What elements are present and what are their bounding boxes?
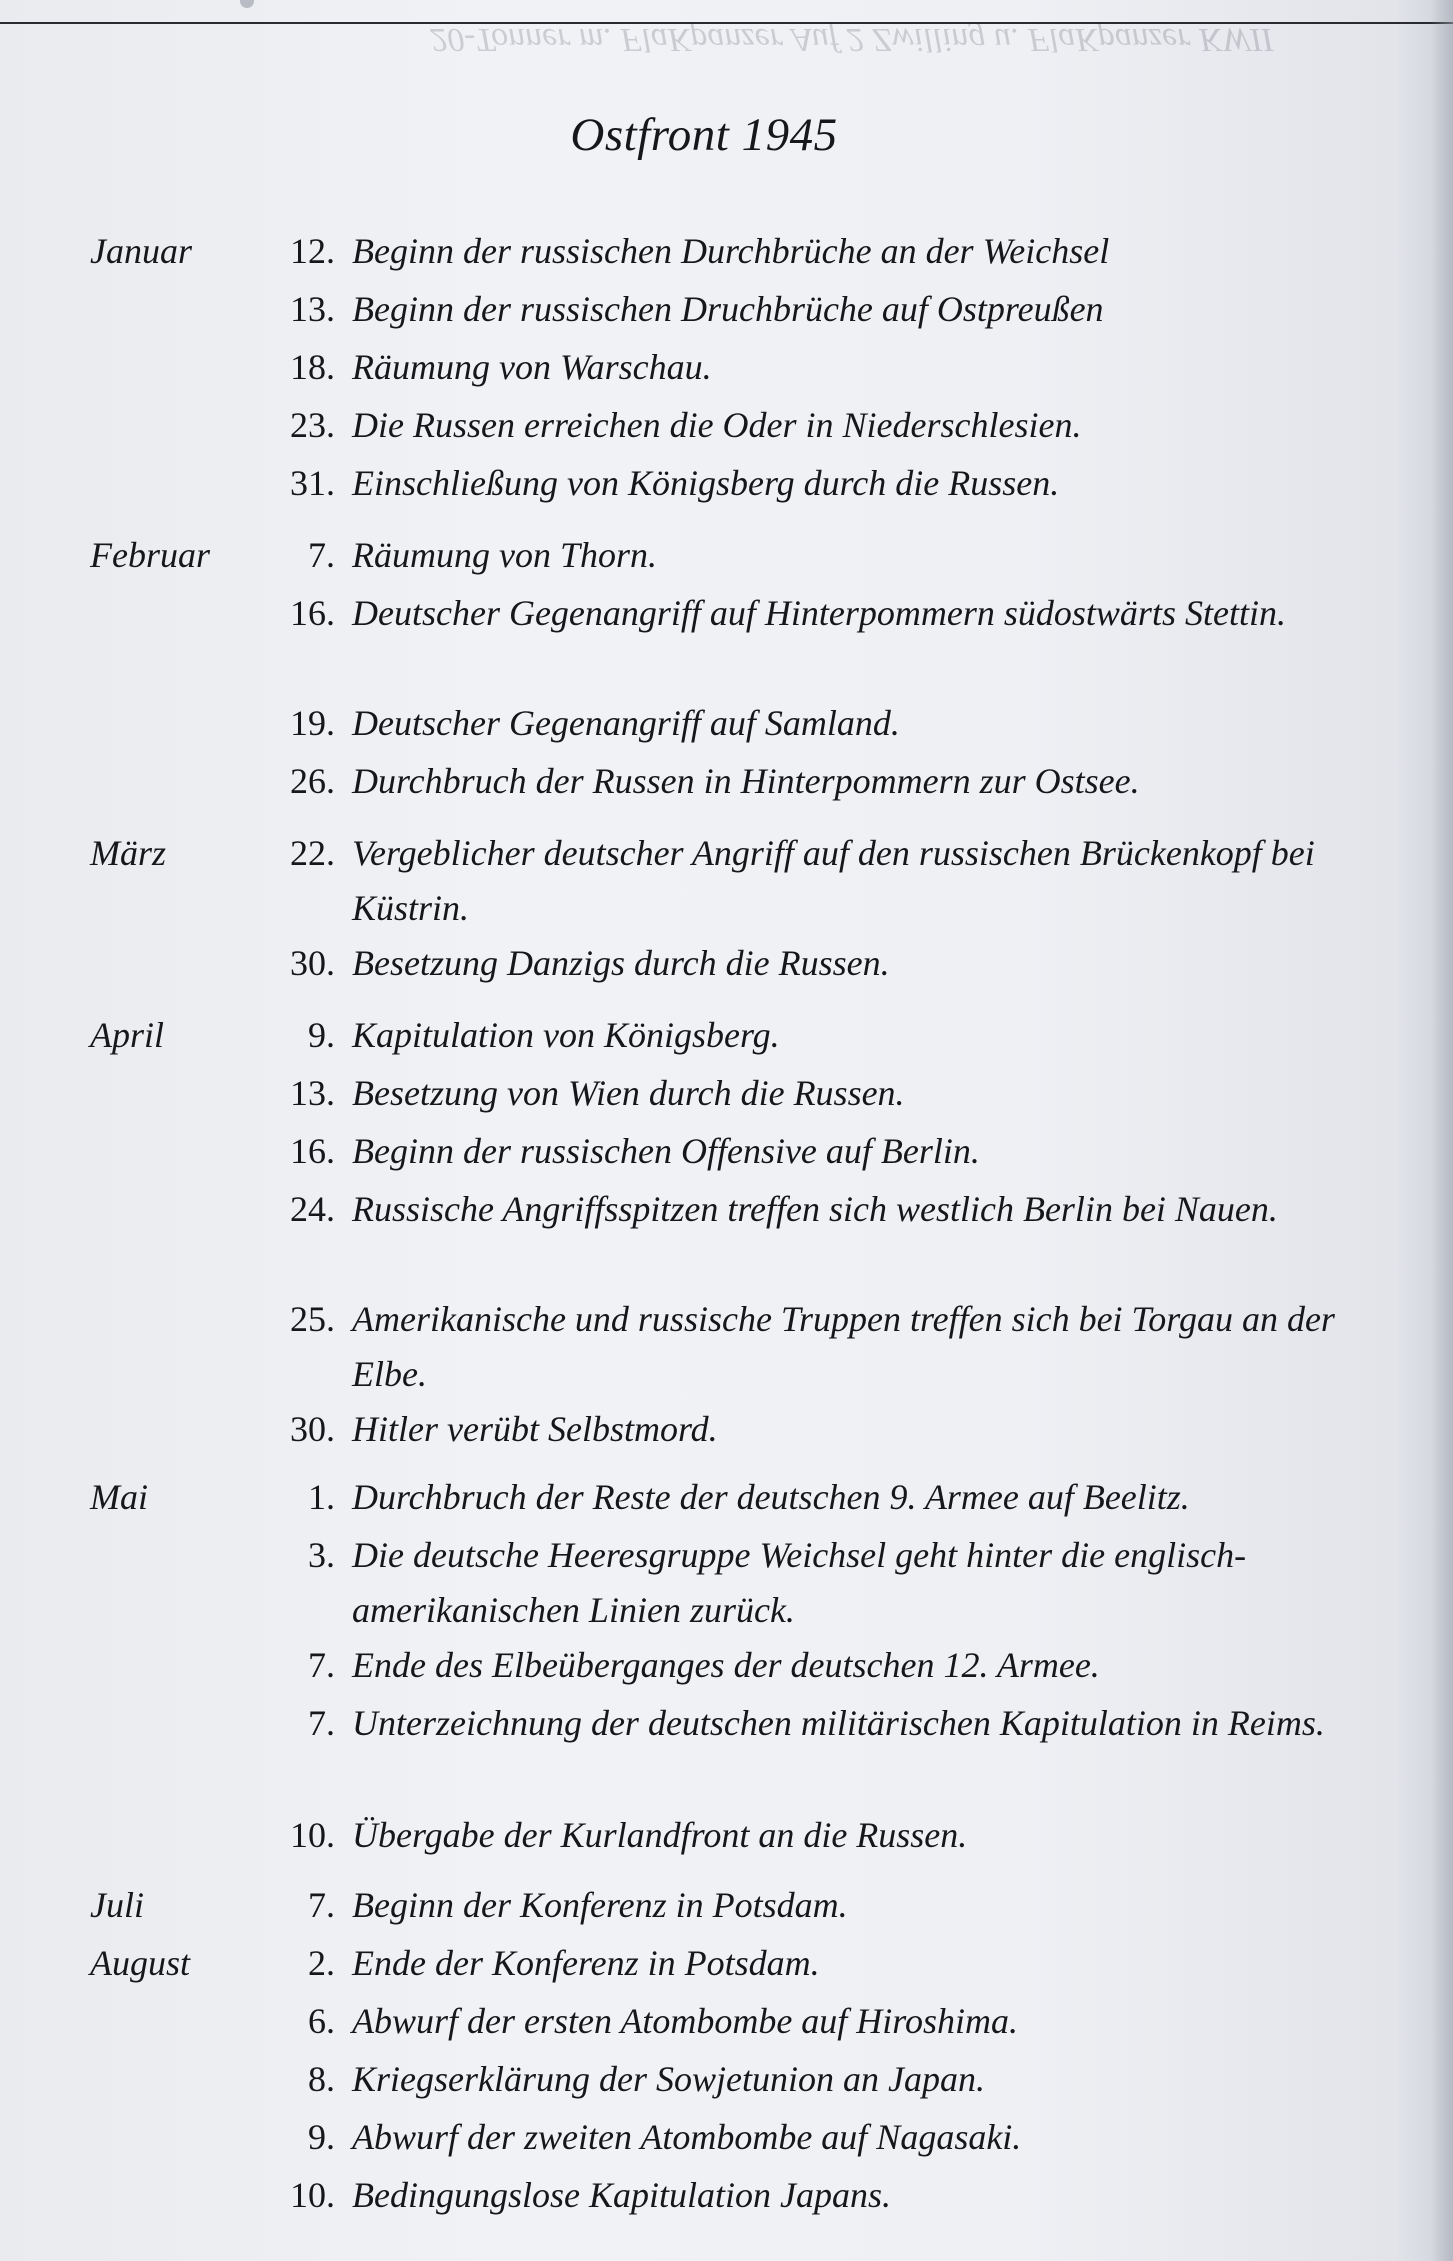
day-number: 8. — [308, 2059, 335, 2099]
event-text: Bedingungslose Kapitulation Japans. — [352, 2175, 891, 2215]
day-number: 2. — [308, 1943, 335, 1983]
event-text: Besetzung von Wien durch die Russen. — [352, 1073, 905, 1113]
event-text: Beginn der russischen Offensive auf Berlin. — [352, 1131, 980, 1171]
day-number: 13. — [290, 289, 335, 329]
day-number: 31. — [290, 463, 335, 503]
event-text: Vergeblicher deutscher Angriff auf den russischen Brückenkopf bei Küstrin. — [352, 833, 1315, 928]
day-number: 26. — [290, 761, 335, 801]
event-text: Einschließung von Königsberg durch die Russen. — [352, 463, 1060, 503]
day-number: 23. — [290, 405, 335, 445]
event-text: Durchbruch der Russen in Hinterpommern zur Ostsee. — [352, 761, 1140, 801]
event-text: Beginn der Konferenz in Potsdam. — [352, 1885, 848, 1925]
day-number: 7. — [308, 1645, 335, 1685]
event-text: Abwurf der ersten Atombombe auf Hiroshima. — [352, 2001, 1018, 2041]
day-number: 16. — [290, 1131, 335, 1171]
day-number: 18. — [290, 347, 335, 387]
event-text: Ende des Elbeüberganges der deutschen 12. Armee. — [352, 1645, 1100, 1685]
event-text: Räumung von Warschau. — [352, 347, 712, 387]
month-label: August — [90, 1943, 191, 1983]
day-number: 6. — [308, 2001, 335, 2041]
event-text: Die Russen erreichen die Oder in Niederschlesien. — [352, 405, 1082, 445]
day-number: 24. — [290, 1189, 335, 1229]
day-number: 30. — [290, 943, 335, 983]
event-text: Räumung von Thorn. — [352, 535, 657, 575]
day-number: 22. — [290, 833, 335, 873]
day-number: 16. — [290, 593, 335, 633]
event-text: Unterzeichnung der deutschen militärischen Kapitulation in Reims. — [352, 1703, 1325, 1743]
day-number: 30. — [290, 1409, 335, 1449]
month-label: Februar — [90, 535, 210, 575]
event-text: Beginn der russischen Druchbrüche auf Ostpreußen — [352, 289, 1104, 329]
day-number: 9. — [308, 2117, 335, 2157]
day-number: 13. — [290, 1073, 335, 1113]
month-label: Mai — [90, 1477, 148, 1517]
month-label: Januar — [90, 231, 192, 271]
day-number: 3. — [308, 1535, 335, 1575]
event-text: Kapitulation von Königsberg. — [352, 1015, 780, 1055]
event-text: Amerikanische und russische Truppen treffen sich bei Torgau an der Elbe. — [352, 1299, 1335, 1394]
day-number: 7. — [308, 1885, 335, 1925]
event-text: Durchbruch der Reste der deutschen 9. Armee auf Beelitz. — [352, 1477, 1190, 1517]
day-number: 10. — [290, 1815, 335, 1855]
event-text: Kriegserklärung der Sowjetunion an Japan. — [352, 2059, 985, 2099]
mirrored-header-bleed: 20-Tonner m. FlaKpanzer Auf 2 Zwilling u. FlaKpanzer KWII — [430, 21, 1273, 58]
month-label: April — [90, 1015, 165, 1055]
event-text: Deutscher Gegenangriff auf Samland. — [352, 703, 900, 743]
day-number: 10. — [290, 2175, 335, 2215]
event-text: Die deutsche Heeresgruppe Weichsel geht hinter die englisch-amerikanischen Linien zurück. — [352, 1535, 1247, 1630]
event-text: Deutscher Gegenangriff auf Hinterpommern südostwärts Stettin. — [352, 593, 1286, 633]
day-number: 12. — [290, 231, 335, 271]
event-text: Übergabe der Kurlandfront an die Russen. — [352, 1815, 968, 1855]
event-text: Hitler verübt Selbstmord. — [352, 1409, 718, 1449]
event-text: Ende der Konferenz in Potsdam. — [352, 1943, 820, 1983]
day-number: 7. — [308, 535, 335, 575]
event-text: Besetzung Danzigs durch die Russen. — [352, 943, 890, 983]
event-text: Beginn der russischen Durchbrüche an der Weichsel — [352, 231, 1110, 271]
page-title: Ostfront 1945 — [570, 109, 838, 161]
day-number: 25. — [290, 1299, 335, 1339]
event-text: Abwurf der zweiten Atombombe auf Nagasaki. — [352, 2117, 1022, 2157]
day-number: 7. — [308, 1703, 335, 1743]
day-number: 1. — [308, 1477, 335, 1517]
event-text: Russische Angriffsspitzen treffen sich westlich Berlin bei Nauen. — [352, 1189, 1278, 1229]
month-label: Juli — [90, 1885, 144, 1925]
month-label: März — [90, 833, 167, 873]
day-number: 9. — [308, 1015, 335, 1055]
day-number: 19. — [290, 703, 335, 743]
